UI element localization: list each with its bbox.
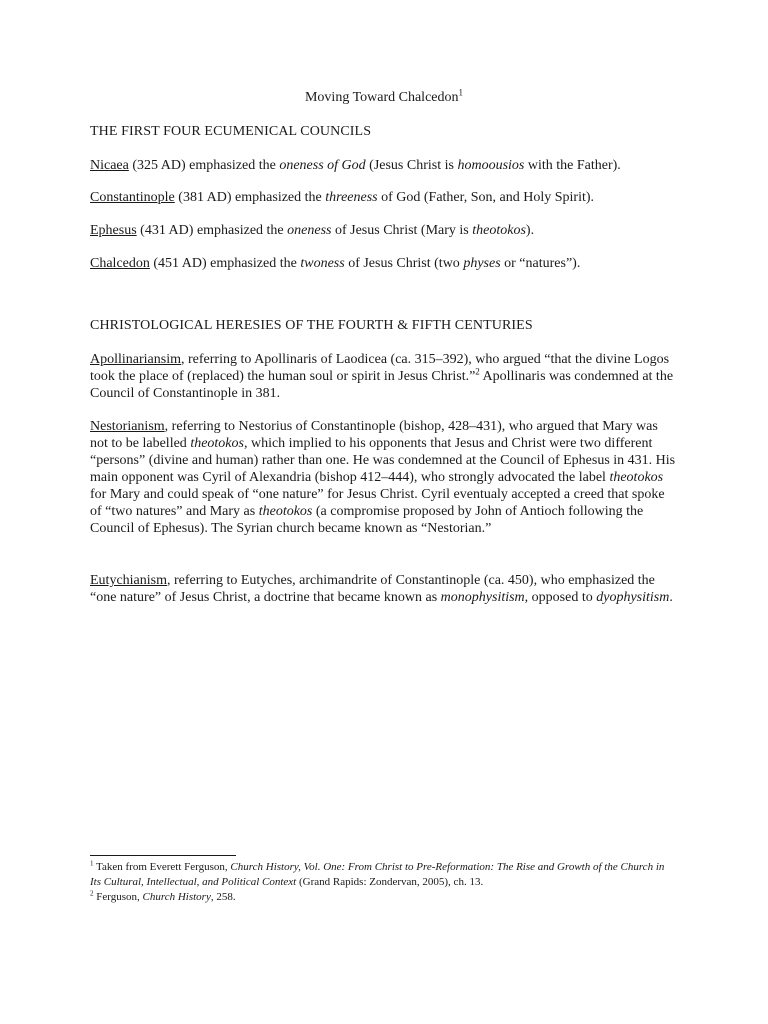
council-name: Chalcedon <box>90 256 150 271</box>
council-nicaea: Nicaea (325 AD) emphasized the oneness of God (Jesus Christ is homoousios with the Father). <box>90 158 621 173</box>
footnote-separator <box>90 855 236 856</box>
footnote-ref-1[interactable]: 1 <box>458 87 463 98</box>
council-name: Ephesus <box>90 223 137 238</box>
footnote-mark: 1 <box>90 859 94 868</box>
section-heading-councils: THE FIRST FOUR ECUMENICAL COUNCILS <box>90 124 372 139</box>
section-heading-heresies: CHRISTOLOGICAL HERESIES OF THE FOURTH & FIFTH CENTURIES <box>90 318 533 333</box>
heresy-name: Apollinariansim <box>90 352 181 367</box>
heresy-name: Eutychianism <box>90 573 167 588</box>
council-constantinople: Constantinople (381 AD) emphasized the threeness of God (Father, Son, and Holy Spirit). <box>90 190 595 205</box>
heresy-apollinarianism: Apollinariansim, referring to Apollinaris of Laodicea (ca. 315–392), who argued “that the divine Logos took the place of (replaced) the human soul or spirit in Jesus Christ.”$^2$ Apollinaris was condemned at the Council of Constantinople in 381. <box>90 352 674 401</box>
footnote-mark: 2 <box>90 889 94 898</box>
footnote-2: $^2$ Ferguson, Church History, 258. <box>90 889 236 903</box>
footnote-1: $^1$ Taken from Everett Ferguson, Church History, Vol. One: From Christ to Pre-Reformation: The Rise and Growth of the Church in Its Cultural, Intellectual, and Political Context (Grand Rapids: Zondervan, 2005), ch. 13. <box>90 859 665 888</box>
heresy-nestorianism: Nestorianism, referring to Nestorius of Constantinople (bishop, 428–431), who argued that Mary was not to be labelled theotokos, which implied to his opponents that Jesus and Christ were two different “persons” (divine and human) rather than one. He was condemned at the Council of Ephesus in 431. His main opponent was Cyril of Alexandria (bishop 412–444), who strongly advocated the label theotokos for Mary and could speak of “one nature” for Jesus Christ. Cyril eventualy accepted a creed that spoke of “two natures” and Mary as theotokos (a compromise proposed by John of Antioch following the Council of Ephesus). The Syrian church became known as “Nestorian.” <box>90 419 676 536</box>
title-text: Moving Toward Chalcedon <box>304 90 459 105</box>
heresy-name: Nestorianism <box>90 419 165 434</box>
council-name: Nicaea <box>90 158 129 173</box>
footnote-ref-2[interactable]: 2 <box>475 366 480 377</box>
council-name: Constantinople <box>90 190 175 205</box>
council-chalcedon: Chalcedon (451 AD) emphasized the twoness of Jesus Christ (two physes or “natures”). <box>90 256 581 271</box>
heresy-eutychianism: Eutychianism, referring to Eutyches, archimandrite of Constantinople (ca. 450), who emphasized the “one nature” of Jesus Christ, a doctrine that became known as monophysitism, opposed to dyophysitism. <box>90 573 673 605</box>
page-title <box>0 87 768 106</box>
council-ephesus: Ephesus (431 AD) emphasized the oneness of Jesus Christ (Mary is theotokos). <box>90 223 535 238</box>
